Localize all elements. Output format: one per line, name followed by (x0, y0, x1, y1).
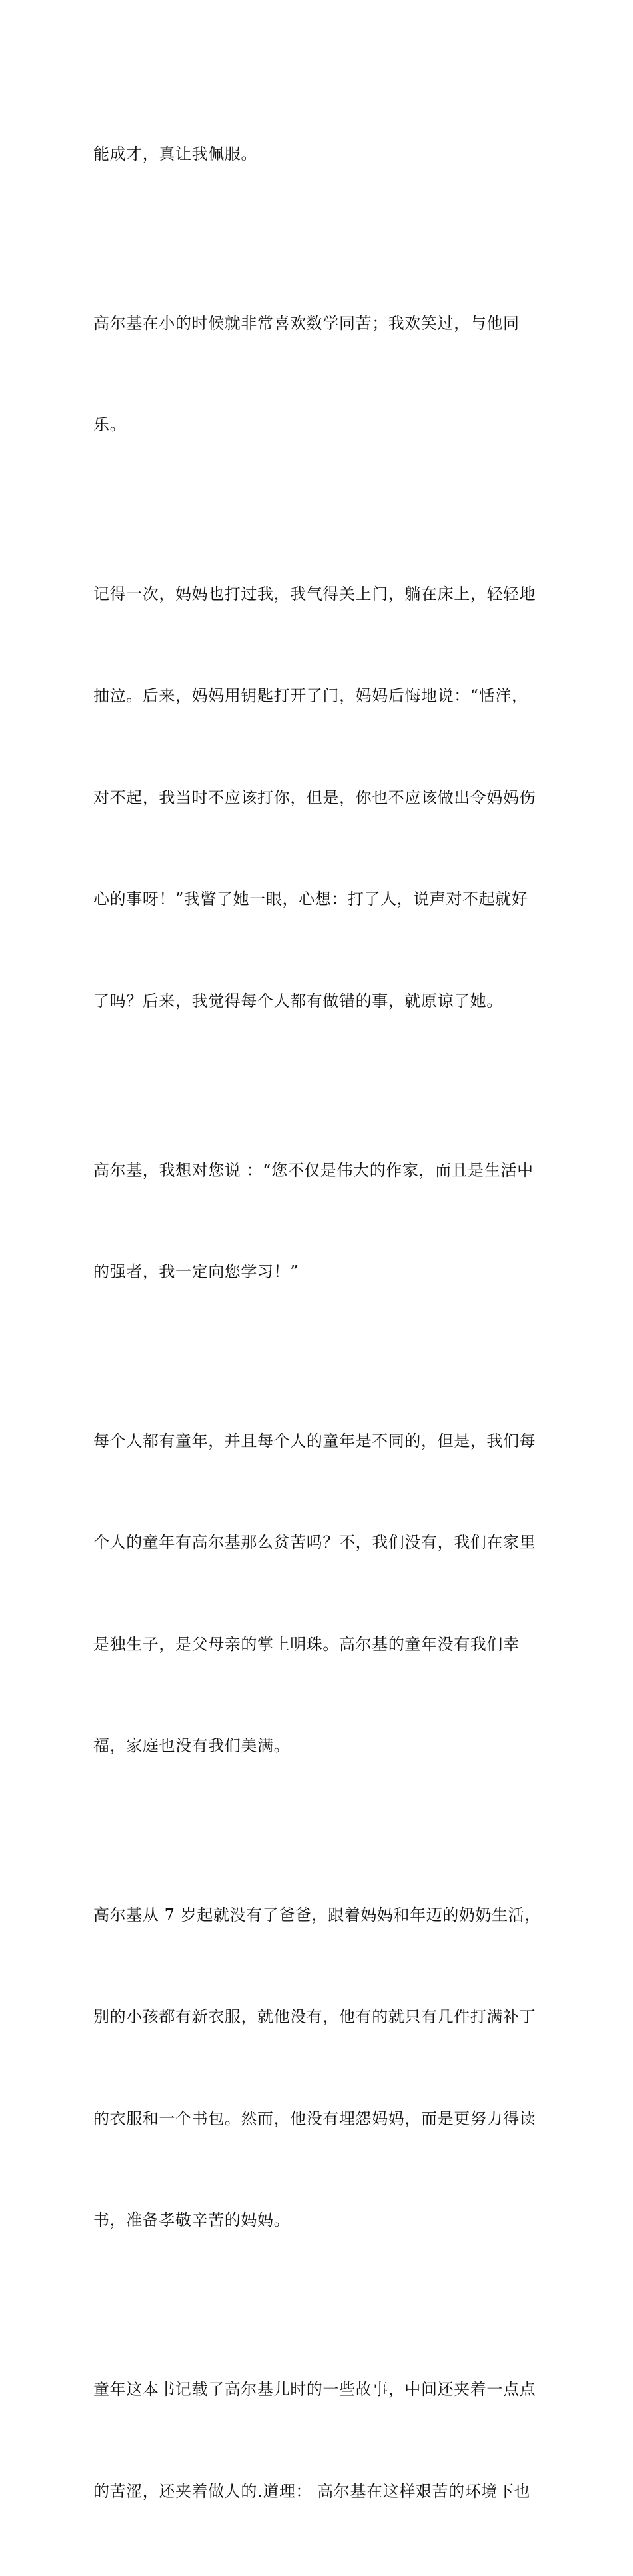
paragraph-3 (93, 509, 546, 1086)
text-line: 的强者，我一定向您学习！” (93, 1262, 299, 1281)
text-line: 个人的童年有高尔基那么贫苦吗？不，我们没有，我们在家里 (93, 1533, 536, 1552)
text-line: 福，家庭也没有我们美满。 (93, 1736, 291, 1756)
paragraph-5 (93, 1356, 546, 1830)
text-line: 抽泣。后来，妈妈用钥匙打开了门，妈妈后悔地说：“恬洋， (93, 686, 528, 706)
text-line: 别的小孩都有新衣服，就他没有，他有的就只有几件打满补丁 (93, 2007, 536, 2027)
text-line: 的衣服和一个书包。然而，他没有埋怨妈妈，而是更努力得读 (93, 2109, 536, 2128)
text-line: 的苦涩，还夹着做人的.道理： 高尔基在这样艰苦的环境下也 (93, 2481, 531, 2501)
text-line: 高尔基在小的时候就非常喜欢数学同苦；我欢笑过，与他同 (93, 313, 520, 333)
text-line: 每个人都有童年，并且每个人的童年是不同的，但是，我们每 (93, 1431, 536, 1450)
paragraph-4 (93, 1086, 546, 1356)
paragraph-1 (93, 69, 546, 239)
text-line: 高尔基从 7 岁起就没有了爸爸，跟着妈妈和年迈的奶奶生活， (93, 1906, 541, 1925)
text-line: 对不起，我当时不应该打你，但是，你也不应该做出令妈妈伤 (93, 788, 536, 807)
text-line: 童年这本书记载了高尔基儿时的一些故事，中间还夹着一点点 (93, 2380, 536, 2399)
text-line: 乐。 (93, 415, 127, 434)
text-line: 记得一次，妈妈也打过我，我气得关上门，躺在床上，轻轻地 (93, 584, 536, 603)
text-line: 能成才，真让我佩服。 (93, 144, 257, 163)
text-line: 高尔基，我想对您说 ：“您不仅是伟大的作家，而且是生活中 (93, 1160, 534, 1180)
text-line: 心的事呀！”我瞥了她一眼，心想：打了人，说声对不起就好 (93, 890, 528, 909)
text-line: 是独生子，是父母亲的掌上明珠。高尔基的童年没有我们幸 (93, 1634, 520, 1654)
paragraph-2 (93, 239, 546, 509)
paragraph-7 (93, 2305, 546, 2576)
document-body (93, 69, 546, 2576)
paragraph-6 (93, 1830, 546, 2305)
text-line: 了吗？后来，我觉得每个人都有做错的事，就原谅了她。 (93, 991, 503, 1010)
text-line: 书，准备孝敬辛苦的妈妈。 (93, 2211, 291, 2230)
